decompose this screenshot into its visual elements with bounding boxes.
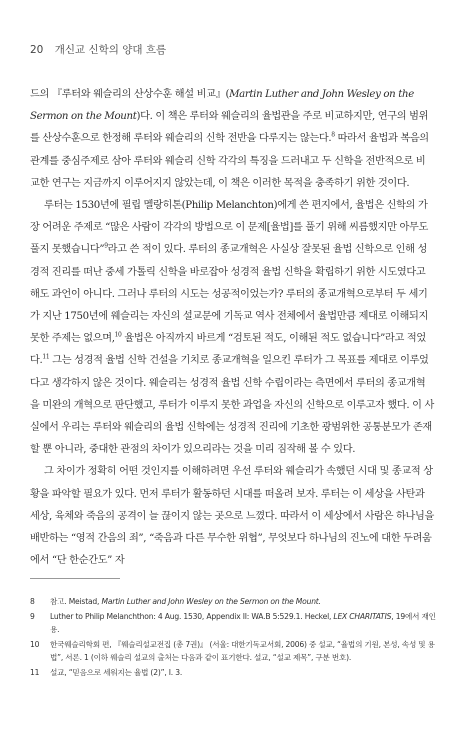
text-run: 참고. Meistad,: [50, 597, 102, 606]
footnote-number: 9: [30, 611, 35, 621]
text-run: 그 차이가 정확히 어떤 것인지를 이해하려면 우선 루터와 웨슬리가 속했던 시대 및 종교적 상황을 파악할 필요가 있다. 먼저 루터가 활동하던 시대를 떠올려 보자. 루터는 이 세상을 사탄과 세상, 육체와 죽음의 공격이 늘 끊이지 않는 곳으로 느꼈다. 따라서 이 세상에서 사람은 하나님을 배반하는 “영적 간음의 죄”, “죽음과 다른 무수한 위협”, 무엇보다 하나님의 진노에 대한 두려움에서 “단 한순간도” 자: [30, 466, 434, 567]
footnote-ref: 10: [114, 331, 122, 339]
text-run: , 19에서 재인용.: [50, 611, 436, 635]
text-run: 드의 『루터와 웨슬리의 산상수훈 해설 비교』(: [30, 89, 230, 100]
text-run: Luther to Philip Melanchthon: 4 Aug. 1530, Appendix II: WA.B 5:529.1. Heckel,: [50, 611, 334, 621]
paragraph: [30, 461, 434, 572]
footnote: [30, 595, 436, 609]
italic-title: Martin Luther and John Wesley on the Sermon on the Mount.: [101, 597, 321, 606]
footnote-ref: 9: [104, 243, 108, 251]
footnote-divider: [30, 578, 120, 579]
text-run: 한국웨슬리학회 편, 『웨슬리설교전집 (총 7권)』 (서울: 대한기독교서회, 2006) 중 설교, “율법의 기원, 본성, 속성 및 용법”, 서론. 1 (이하 웨슬리 설교의 출처는 다음과 같이 표기한다. 설교, “설교 제목”, 구분 번호).: [50, 639, 435, 663]
text-run: 따라서 율법과 복음의 관계를 중심주제로 삼아 루터와 웨슬리 신학 각각의 특징을 드러내고 두 신학을 전반적으로 비교한 연구는 지금까지 이루어지지 않았는데, 이 책은 이러한 목적을 충족하기 위한 것이다.: [30, 133, 429, 189]
running-title: 개신교 신학의 양대 흐름: [54, 44, 167, 56]
footnote-number: 10: [30, 639, 40, 649]
footnote: [30, 610, 436, 637]
text-run: )다. 이 책은 루터와 웨슬리의 율법관을 주로 비교하지만, 연구의 범위를 산상수훈으로 한정해 루터와 웨슬리의 신학 전반을 다루지는 않는다.: [30, 111, 429, 145]
footnote-number: 11: [30, 667, 40, 677]
footnote: [30, 666, 436, 680]
footnotes: [30, 595, 436, 681]
paragraph: [30, 195, 434, 461]
running-header: [30, 42, 166, 57]
text-run: 율법은 아직까지 바르게 “검토된 적도, 이해된 적도 없습니다”라고 적었다.: [30, 333, 426, 367]
footnote-number: 8: [30, 597, 35, 606]
text-run: 루터는 1530년에 필립 멜랑히톤(Philip Melanchton)에게 쓴 편지에서, 율법은 신학의 가장 어려운 주제로 “많은 사람이 각각의 방법으로 이 문제[율법]를 풀기 위해 씨름했지만 아무도 풀지 못했습니다”: [30, 200, 428, 256]
footnote: [30, 638, 436, 665]
text-run: 설교, “믿음으로 세워지는 율법 (2)”, I. 3.: [50, 667, 183, 677]
page-number: 20: [30, 44, 44, 56]
italic-title: LEX CHARITATIS: [333, 611, 392, 621]
text-run: 그는 성경적 율법 신학 건설을 기치로 종교개혁을 일으킨 루터가 그 목표를 제대로 이루었다고 생각하지 않은 것이다. 웨슬리는 성경적 율법 신학 수립이라는 측면에서 루터의 종교개혁을 미완의 개혁으로 판단했고, 루터가 이루지 못한 과업을 자신의 신학으로 이루고자 했다. 이 사실에서 우리는 루터와 웨슬리의 율법 신학에는 성경적 진리에 기초한 광범위한 공통분모가 존재할 뿐 아니라, 중대한 관점의 차이가 있으리라는 것을 미리 짐작해 볼 수 있다.: [30, 355, 434, 456]
italic-title: Martin Luther and John Wesley on the Sermon on the Mount: [30, 89, 414, 123]
footnote-ref: 8: [331, 132, 335, 140]
paragraph: [30, 84, 434, 195]
text-run: 라고 쓴 적이 있다. 루터의 종교개혁은 사실상 잘못된 율법 신학으로 인해 성경적 진리를 떠난 중세 가톨릭 신학을 바로잡아 성경적 율법 신학을 확립하기 위한 시도였다고 해도 과언이 아니다. 그러나 루터의 시도는 성공적이었는가? 루터의 종교개혁으로부터 두 세기가 지난 1750년에 웨슬리는 자신의 설교문에 기독교 역사 전체에서 율법만큼 제대로 이해되지 못한 주제는 없으며,: [30, 244, 428, 345]
footnote-ref: 11: [42, 354, 50, 362]
body-text: [30, 84, 434, 572]
